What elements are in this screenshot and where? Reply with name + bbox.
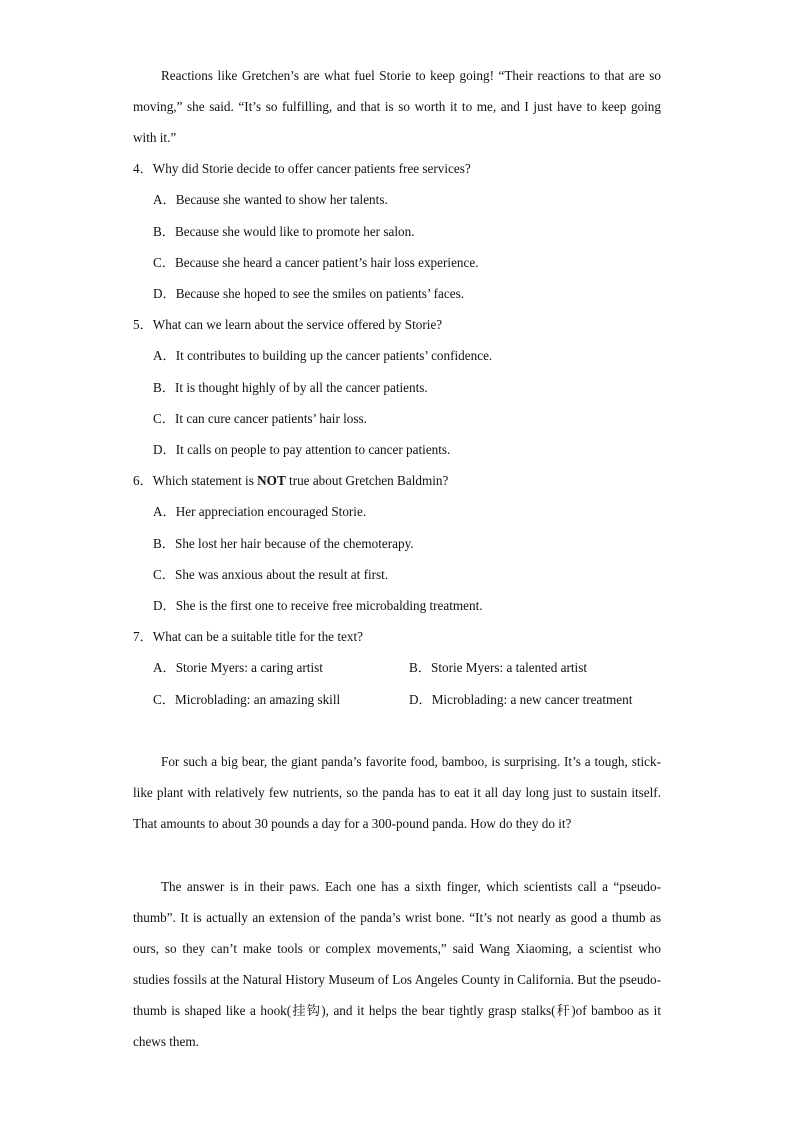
paragraph-text: Reactions like Gretchen’s are what fuel Storie to keep going! “Their reactions to that are so moving,” she said. “It’s so fulfilling, and that is so worth it to me, and I just have to keep going with it.” bbox=[133, 68, 661, 145]
question-6-option-a: A．Her appreciation encouraged Storie. bbox=[153, 504, 367, 519]
question-5-option-d: D．It calls on people to pay attention to cancer patients. bbox=[153, 442, 451, 457]
paragraph-text: For such a big bear, the giant panda’s favorite food, bamboo, is surprising. It’s a tough, stick-like plant with relatively few nutrients, so the panda has to eat it all day long just to sustain itself. That amounts to about 30 pounds a day for a 300-pound panda. How do they do it? bbox=[133, 754, 661, 831]
paragraph-text: The answer is in their paws. Each one has a sixth finger, which scientists call a “pseudo-thumb”. It is actually an extension of the panda’s wrist bone. “It’s not nearly as good a thumb as ours, so they can’t make tools or complex movements,” said Wang Xiaoming, a scientist who studies fossils at the Natural History Museum of Los Angeles County in California. But the pseudo-thumb is shaped like a hook(挂钩), and it helps the bear tightly grasp stalks(秆)of bamboo as it chews them. bbox=[133, 879, 661, 1049]
question-6-option-c: C．She was anxious about the result at first. bbox=[153, 567, 389, 582]
question-7-option-c: C．Microblading: an amazing skill bbox=[153, 692, 341, 707]
question-5-option-b: B．It is thought highly of by all the cancer patients. bbox=[153, 380, 428, 395]
question-6-stem bbox=[133, 471, 448, 491]
passage-paragraph bbox=[133, 871, 661, 1057]
question-5-option-a: A．It contributes to building up the cancer patients’ confidence. bbox=[153, 348, 493, 363]
passage-paragraph bbox=[133, 746, 661, 839]
question-4-option-b: B．Because she would like to promote her salon. bbox=[153, 224, 415, 239]
stem-text: 6．Which statement is bbox=[133, 473, 258, 488]
question-7-stem: 7．What can be a suitable title for the text? bbox=[133, 629, 363, 644]
passage-paragraph bbox=[133, 60, 661, 153]
question-7-option-a: A．Storie Myers: a caring artist bbox=[153, 660, 323, 675]
stem-emphasis: NOT bbox=[257, 473, 286, 488]
question-7-option-d: D．Microblading: a new cancer treatment bbox=[409, 692, 633, 707]
question-4-option-c: C．Because she heard a cancer patient’s hair loss experience. bbox=[153, 255, 479, 270]
question-5-option-c: C．It can cure cancer patients’ hair loss. bbox=[153, 411, 367, 426]
question-4-option-d: D．Because she hoped to see the smiles on patients’ faces. bbox=[153, 286, 465, 301]
question-6-option-d: D．She is the first one to receive free microbalding treatment. bbox=[153, 598, 483, 613]
question-4-stem: 4．Why did Storie decide to offer cancer patients free services? bbox=[133, 161, 471, 176]
question-5-stem: 5．What can we learn about the service offered by Storie? bbox=[133, 317, 443, 332]
question-6-option-b: B．She lost her hair because of the chemoterapy. bbox=[153, 536, 414, 551]
stem-text: true about Gretchen Baldmin? bbox=[285, 473, 449, 488]
question-7-option-b: B．Storie Myers: a talented artist bbox=[409, 660, 587, 675]
question-4-option-a: A．Because she wanted to show her talents. bbox=[153, 192, 388, 207]
